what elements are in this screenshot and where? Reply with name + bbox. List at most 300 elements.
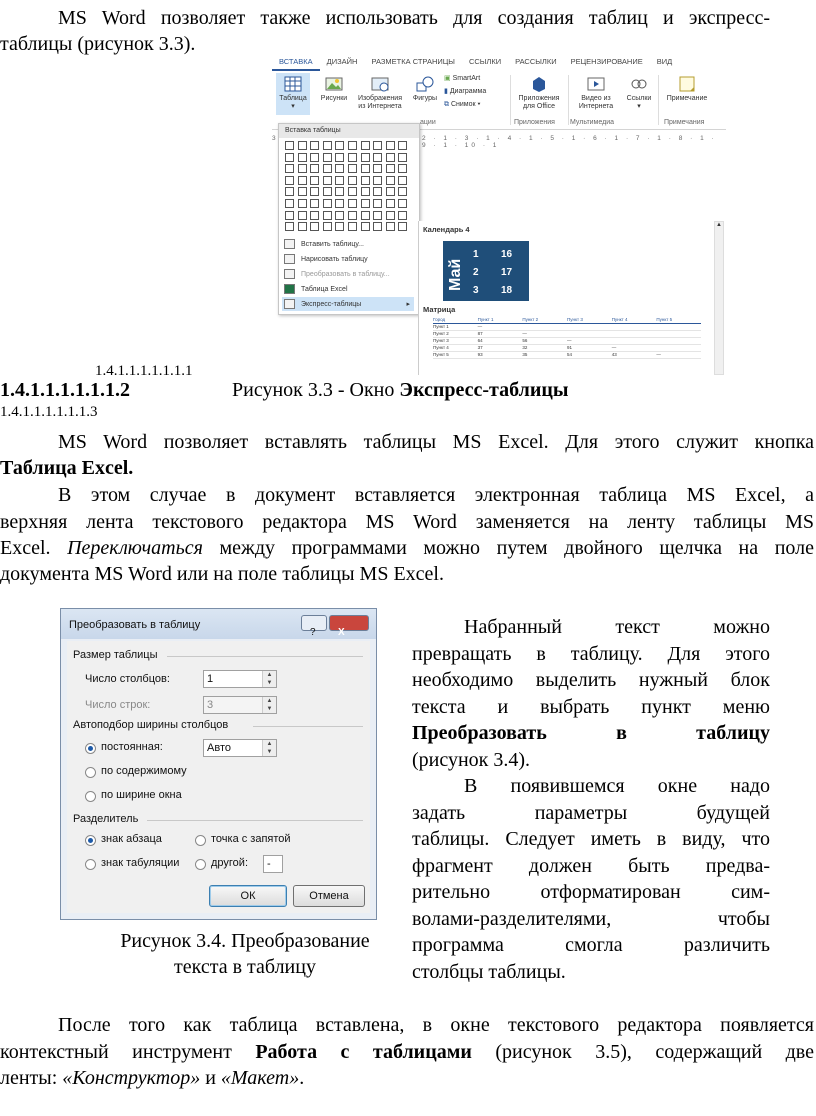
scroll-up-icon[interactable]: ▲ — [716, 222, 722, 228]
para3-line2: верхняя лента текстового редактора MS Word заменяется на ленту таблицы MS — [0, 511, 814, 533]
grid-cell[interactable] — [310, 199, 319, 208]
section-table-size: Размер таблицы — [73, 649, 158, 661]
matrix-cell: 87 — [477, 331, 483, 336]
grid-cell[interactable] — [285, 176, 294, 185]
grid-cell[interactable] — [386, 199, 395, 208]
tab-mailings[interactable]: РАССЫЛКИ — [515, 57, 557, 66]
matrix-cell: Пункт 4 — [433, 345, 449, 350]
help-icon: ? — [310, 627, 316, 638]
menu-quick-tables[interactable] — [282, 297, 414, 311]
grid-cell[interactable] — [373, 141, 382, 150]
grid-cell[interactable] — [285, 187, 294, 196]
grid-cell[interactable] — [348, 164, 357, 173]
caption-line: Рисунок 3.4. Преобразование — [120, 930, 370, 952]
online-pictures-button[interactable] — [352, 73, 408, 111]
grid-cell[interactable] — [373, 176, 382, 185]
grid-cell[interactable] — [398, 187, 407, 196]
grid-cell[interactable] — [335, 153, 344, 162]
caption-prefix: Рисунок 3.3 - Окно — [232, 379, 400, 401]
grid-cell[interactable] — [310, 164, 319, 173]
ribbon-separator — [510, 75, 511, 125]
matrix-cell: — — [477, 324, 483, 329]
menu-item-label: Таблица Excel — [301, 285, 348, 293]
links-button[interactable] — [622, 73, 656, 111]
chart-button[interactable] — [444, 88, 514, 96]
calendar-day: 18 — [501, 285, 513, 296]
grid-cell[interactable] — [310, 211, 319, 220]
chevron-down-icon: ▾ — [291, 103, 295, 110]
matrix-cell: 64 — [477, 338, 483, 343]
cancel-button[interactable]: Отмена — [293, 885, 365, 907]
grid-cell[interactable] — [310, 176, 319, 185]
caption-line: текста в таблицу — [174, 956, 316, 978]
comment-label: Примечание — [666, 95, 708, 102]
store-icon — [529, 75, 549, 93]
autofit-window-label: по ширине окна — [101, 789, 182, 801]
para4-line2 — [0, 1039, 814, 1066]
ribbon-separator — [658, 75, 659, 125]
calendar-day: 3 — [473, 285, 479, 296]
grid-cell[interactable] — [398, 164, 407, 173]
text-run: (рисунок 3.5), содержащий две — [471, 1041, 815, 1063]
matrix-cell — [567, 324, 612, 330]
gallery-scrollbar[interactable] — [714, 221, 724, 375]
matrix-cell: Пункт 3 — [567, 317, 583, 322]
matrix-cell: 56 — [522, 338, 528, 343]
excel-icon — [284, 284, 295, 294]
ok-button[interactable]: ОК — [209, 885, 287, 907]
table-icon — [284, 239, 295, 249]
matrix-cell — [612, 324, 657, 330]
figure-3-3-caption — [232, 379, 569, 402]
grid-cell[interactable] — [310, 141, 319, 150]
grid-cell[interactable] — [373, 222, 382, 231]
table-button-label: Таблица — [279, 95, 307, 102]
grid-cell[interactable] — [398, 176, 407, 185]
grid-cell[interactable] — [386, 187, 395, 196]
para3-line4: документа MS Word или на поле таблицы MS Excel. — [0, 563, 444, 585]
rows-label: Число строк: — [85, 699, 151, 711]
office-apps-button[interactable] — [512, 73, 566, 111]
section-autofit: Автоподбор ширины столбцов — [73, 719, 229, 731]
para4-line3 — [0, 1065, 304, 1092]
close-icon: X — [338, 627, 345, 638]
video-icon — [586, 75, 606, 93]
chevron-right-icon: ▸ — [406, 301, 410, 308]
grid-cell[interactable] — [373, 187, 382, 196]
matrix-cell: — — [522, 331, 527, 336]
grid-cell[interactable] — [335, 141, 344, 150]
radio-sep-tab[interactable] — [85, 859, 96, 870]
chart-icon: ▮ — [444, 88, 448, 95]
matrix-cell — [522, 324, 567, 330]
side-line: фрагмент должен быть предва- — [412, 854, 770, 877]
online-pictures-label-1: Изображения — [358, 95, 402, 102]
calendar-day: 2 — [473, 267, 479, 278]
shapes-icon — [415, 75, 435, 93]
spinner-arrows-icon[interactable]: ▲ ▼ — [262, 740, 276, 756]
menu-item-label: Нарисовать таблицу — [301, 255, 368, 263]
dialog-body — [67, 641, 370, 913]
tab-design[interactable]: ДИЗАЙН — [326, 57, 358, 66]
grid-cell[interactable] — [348, 222, 357, 231]
grid-cell[interactable] — [361, 199, 370, 208]
chart-label: Диаграмма — [449, 88, 487, 95]
picture-icon — [324, 75, 344, 93]
matrix-cell — [656, 345, 701, 351]
text-run: контекстный инструмент — [0, 1041, 256, 1063]
calendar-day: 1 — [473, 249, 479, 260]
grid-cell[interactable] — [348, 176, 357, 185]
grid-cell[interactable] — [298, 153, 307, 162]
para2-line1: MS Word позволяет вставлять таблицы MS Excel. Для этого служит кнопка — [58, 431, 814, 453]
online-pictures-label-2: из Интернета — [358, 103, 402, 110]
text-run: и — [200, 1067, 221, 1089]
grid-cell[interactable] — [348, 187, 357, 196]
side-line: превращать в таблицу. Для этого — [412, 642, 770, 665]
fixed-width-value: Авто — [207, 742, 231, 754]
tab-layout[interactable]: РАЗМЕТКА СТРАНИЦЫ — [371, 57, 455, 66]
menu-insert-table[interactable] — [282, 237, 364, 251]
grid-cell[interactable] — [298, 141, 307, 150]
grid-cell[interactable] — [323, 141, 332, 150]
matrix-cell: Пункт 5 — [433, 352, 449, 357]
grid-cell[interactable] — [323, 211, 332, 220]
figure-express-tables — [272, 53, 726, 375]
tab-review[interactable]: РЕЦЕНЗИРОВАНИЕ — [570, 57, 643, 66]
grid-cell[interactable] — [373, 199, 382, 208]
apps-label-2: для Office — [522, 103, 556, 110]
columns-label: Число столбцов: — [85, 673, 170, 685]
matrix-row — [433, 345, 701, 352]
grid-cell[interactable] — [398, 199, 407, 208]
calendar-title[interactable]: Календарь 4 — [423, 225, 470, 234]
calendar-month: Май — [447, 258, 464, 291]
grid-cell[interactable] — [285, 153, 294, 162]
heading-number-small: 1.4.1.1.1.1.1.1.1 — [95, 363, 193, 379]
matrix-cell: — — [567, 338, 572, 343]
grid-cell[interactable] — [285, 141, 294, 150]
matrix-cell: 43 — [611, 352, 617, 357]
grid-cell[interactable] — [398, 141, 407, 150]
para2-bold: Таблица Excel. — [0, 457, 134, 479]
grid-cell[interactable] — [361, 164, 370, 173]
grid-cell[interactable] — [298, 164, 307, 173]
screenshot-button[interactable]: ⧉ Снимок ▾ — [444, 101, 481, 108]
grid-cell[interactable] — [348, 153, 357, 162]
fixed-width-spinner[interactable] — [203, 739, 277, 757]
smartart-button[interactable] — [444, 75, 514, 83]
grid-cell[interactable] — [386, 164, 395, 173]
side-line: рительно отформатирован сим- — [412, 881, 770, 903]
grid-cell[interactable] — [335, 222, 344, 231]
grid-cell[interactable] — [310, 153, 319, 162]
grid-cell[interactable] — [285, 199, 294, 208]
para1-line1: MS Word позволяет также использовать для создания таблиц и экспресс- — [58, 7, 770, 29]
matrix-cell: — — [611, 345, 617, 350]
grid-cell[interactable] — [298, 176, 307, 185]
spinner-arrows-icon: ▲ ▼ — [262, 697, 276, 713]
columns-value: 1 — [207, 673, 214, 685]
shapes-label: Фигуры — [412, 95, 438, 102]
matrix-cell: Город — [433, 317, 446, 322]
matrix-row — [433, 338, 701, 345]
grid-cell[interactable] — [335, 187, 344, 196]
side-line: текста и выбрать пункт меню — [412, 695, 770, 718]
matrix-cell: Пункт 1 — [477, 317, 494, 322]
section-divider — [253, 726, 363, 727]
autofit-content-label: по содержимому — [101, 765, 187, 777]
italic-run: Переключаться — [67, 537, 203, 559]
grid-cell[interactable] — [361, 153, 370, 162]
grid-cell[interactable] — [361, 222, 370, 231]
tab-references[interactable]: ССЫЛКИ — [468, 57, 502, 66]
grid-cell[interactable] — [298, 211, 307, 220]
section-divider — [147, 820, 363, 821]
rows-spinner — [203, 696, 277, 714]
side-line-bold: Преобразовать в таблицу — [412, 722, 770, 744]
text-run: Excel. — [0, 537, 68, 559]
grid-cell[interactable] — [361, 176, 370, 185]
grid-cell[interactable] — [386, 153, 395, 162]
menu-item-label: Преобразовать в таблицу... — [301, 270, 390, 278]
radio-autofit-content[interactable] — [85, 767, 96, 778]
tab-view[interactable]: ВИД — [656, 57, 673, 66]
sep-tab-label: знак табуляции — [101, 857, 180, 869]
matrix-cell: 32 — [522, 345, 528, 350]
menu-draw-table[interactable] — [282, 252, 368, 266]
grid-cell[interactable] — [386, 141, 395, 150]
side-line: таблицы. Следует иметь в виду, что — [412, 828, 770, 850]
help-button[interactable] — [301, 615, 327, 638]
grid-cell[interactable] — [386, 211, 395, 220]
tab-insert[interactable]: ВСТАВКА — [272, 53, 320, 71]
matrix-row — [433, 324, 701, 331]
matrix-header-row — [433, 317, 701, 324]
fixed-width-label: постоянная: — [101, 741, 163, 753]
sep-other-input[interactable] — [263, 855, 283, 873]
radio-sep-semicolon[interactable] — [195, 835, 206, 846]
grid-cell[interactable] — [348, 199, 357, 208]
dropdown-header: Вставка таблицы — [279, 124, 419, 138]
menu-item-label: Вставить таблицу... — [301, 240, 364, 248]
group-comments-label: Примечания — [664, 119, 705, 126]
text-run: между программами можно путем двойного щелчка на поле — [202, 537, 814, 559]
menu-excel-table[interactable] — [282, 282, 348, 296]
dialog-title: Преобразовать в таблицу — [69, 619, 201, 631]
grid-cell[interactable] — [386, 176, 395, 185]
ribbon — [272, 71, 726, 130]
grid-cell[interactable] — [298, 199, 307, 208]
grid-cell[interactable] — [373, 153, 382, 162]
grid-cell[interactable] — [323, 187, 332, 196]
grid-cell[interactable] — [323, 164, 332, 173]
shapes-button[interactable] — [408, 73, 442, 103]
matrix-cell: 54 — [567, 352, 573, 357]
grid-cell[interactable] — [386, 222, 395, 231]
section-separator: Разделитель — [73, 813, 139, 825]
sep-other-label: другой: — [211, 857, 249, 869]
sep-semicolon-label: точка с запятой — [211, 833, 291, 845]
comment-button[interactable] — [660, 73, 714, 103]
radio-fixed-width[interactable] — [85, 743, 96, 754]
matrix-cell: Пункт 1 — [433, 324, 449, 329]
grid-cell[interactable] — [285, 222, 294, 231]
grid-cell[interactable] — [361, 211, 370, 220]
side-line: программа смогла различить — [412, 934, 770, 956]
grid-cell[interactable] — [348, 211, 357, 220]
side-line: (рисунок 3.4). — [412, 748, 531, 771]
matrix-cell — [656, 324, 701, 330]
figure-3-4-caption — [60, 928, 430, 980]
horizontal-ruler: 2 · 1 · 3 · 1 · 4 · 1 · 5 · 1 · 6 · 1 · 7 · 1 · 8 · 1 · 9 · 1 · 10 · 1 — [422, 135, 717, 149]
matrix-cell — [567, 331, 612, 337]
quick-tables-icon — [284, 299, 295, 309]
calendar-day: 16 — [501, 249, 513, 260]
screenshot-label: Снимок — [450, 101, 476, 108]
grid-cell[interactable] — [298, 222, 307, 231]
grid-cell[interactable] — [361, 187, 370, 196]
columns-spinner[interactable] — [203, 670, 277, 688]
matrix-cell — [656, 338, 701, 344]
comment-icon — [677, 75, 697, 93]
grid-cell[interactable] — [335, 176, 344, 185]
group-illustrations-label: ации — [420, 119, 436, 126]
matrix-cell: 91 — [567, 345, 573, 350]
ribbon-tabs — [272, 53, 726, 71]
spinner-arrows-icon[interactable]: ▲ ▼ — [262, 671, 276, 687]
grid-cell[interactable] — [310, 187, 319, 196]
side-line: Набранный текст можно — [464, 616, 770, 638]
convert-to-table-dialog — [60, 608, 377, 920]
grid-cell[interactable] — [373, 164, 382, 173]
italic-run: «Конструктор» — [62, 1067, 201, 1089]
chevron-down-icon: ▾ — [637, 103, 641, 110]
grid-cell[interactable] — [323, 222, 332, 231]
para3-line3 — [0, 535, 814, 562]
link-icon — [629, 75, 649, 93]
grid-cell[interactable] — [398, 211, 407, 220]
matrix-thumbnail[interactable] — [433, 317, 701, 359]
smartart-icon: ▣ — [444, 75, 451, 82]
matrix-cell: 35 — [522, 352, 528, 357]
matrix-cell: 37 — [477, 345, 483, 350]
matrix-cell: Пункт 2 — [433, 331, 449, 336]
side-text — [412, 614, 770, 985]
para1-line2: таблицы (рисунок 3.3). — [0, 33, 196, 55]
radio-sep-paragraph[interactable] — [85, 835, 96, 846]
quick-tables-gallery — [418, 221, 723, 375]
caption-bold: Экспресс-таблицы — [399, 379, 569, 401]
grid-cell[interactable] — [335, 211, 344, 220]
matrix-rows — [433, 324, 701, 359]
heading-number-bold: 1.4.1.1.1.1.1.1.2 — [0, 379, 130, 401]
grid-cell[interactable] — [298, 187, 307, 196]
radio-autofit-window[interactable] — [85, 791, 96, 802]
matrix-cell: Пункт 3 — [433, 338, 449, 343]
grid-cell[interactable] — [310, 222, 319, 231]
convert-icon — [284, 269, 295, 279]
links-label: Ссылки — [626, 95, 652, 102]
grid-cell[interactable] — [398, 222, 407, 231]
radio-sep-other[interactable] — [195, 859, 206, 870]
matrix-cell — [612, 338, 657, 344]
matrix-cell: Пункт 5 — [656, 317, 673, 322]
video-label-2: Интернета — [578, 103, 614, 110]
online-video-button[interactable] — [572, 73, 620, 111]
menu-item-label: Экспресс-таблицы — [301, 300, 362, 308]
grid-cell[interactable] — [373, 211, 382, 220]
italic-run: «Макет» — [220, 1067, 300, 1089]
matrix-row — [433, 352, 701, 359]
apps-label-1: Приложения — [518, 95, 560, 102]
ruler-left-number: 3 — [272, 135, 276, 142]
grid-cell[interactable] — [335, 199, 344, 208]
group-media-label: Мультимедиа — [570, 119, 614, 126]
bold-run: Работа с таблицами — [255, 1041, 472, 1063]
side-line: В появившемся окне надо — [464, 775, 770, 797]
grid-cell[interactable] — [285, 211, 294, 220]
matrix-cell: 93 — [477, 352, 483, 357]
sep-other-value: - — [267, 858, 271, 870]
smartart-label: SmartArt — [452, 75, 481, 82]
matrix-cell: Пункт 4 — [611, 317, 628, 322]
table-icon — [283, 75, 303, 93]
sep-paragraph-label: знак абзаца — [101, 833, 162, 845]
grid-cell[interactable] — [398, 153, 407, 162]
para3-line1: В этом случае в документ вставляется электронная таблица MS Excel, а — [58, 484, 814, 506]
grid-cell[interactable] — [323, 199, 332, 208]
grid-cell[interactable] — [348, 141, 357, 150]
matrix-title[interactable]: Матрица — [423, 305, 456, 314]
side-line: столбцы таблицы. — [412, 960, 566, 983]
calendar-day: 17 — [501, 267, 513, 278]
section-divider — [167, 656, 363, 657]
grid-cell[interactable] — [323, 176, 332, 185]
side-line: волами-разделителями, чтобы — [412, 907, 770, 930]
dialog-titlebar — [61, 609, 376, 639]
grid-cell[interactable] — [285, 164, 294, 173]
para4-line1: После того как таблица вставлена, в окне текстового редактора появляется — [58, 1014, 814, 1036]
grid-cell[interactable] — [323, 153, 332, 162]
matrix-row — [433, 331, 701, 338]
insert-table-dropdown — [278, 123, 420, 315]
matrix-cell — [656, 331, 701, 337]
pictures-label: Рисунки — [320, 95, 348, 102]
rows-value: 3 — [207, 699, 214, 711]
screenshot-icon: ⧉ — [444, 101, 449, 108]
text-run: . — [299, 1067, 305, 1089]
side-line: задать параметры будущей — [412, 801, 770, 824]
matrix-cell — [612, 331, 657, 337]
side-line: необходимо выделить нужный блок — [412, 669, 770, 691]
pictures-button[interactable] — [318, 73, 350, 103]
heading-number-small: 1.4.1.1.1.1.1.1.3 — [0, 404, 98, 420]
table-button[interactable] — [276, 73, 310, 115]
text-run: ленты: — [0, 1067, 63, 1089]
matrix-cell: — — [656, 352, 661, 357]
online-picture-icon — [370, 75, 390, 93]
video-label-1: Видео из — [581, 95, 611, 102]
ribbon-separator — [568, 75, 569, 125]
close-button[interactable] — [329, 615, 369, 638]
matrix-cell: Пункт 2 — [522, 317, 539, 322]
group-apps-label: Приложения — [514, 119, 555, 126]
calendar-thumbnail[interactable] — [443, 241, 529, 301]
pencil-icon — [284, 254, 295, 264]
grid-cell[interactable] — [335, 164, 344, 173]
grid-cell[interactable] — [361, 141, 370, 150]
